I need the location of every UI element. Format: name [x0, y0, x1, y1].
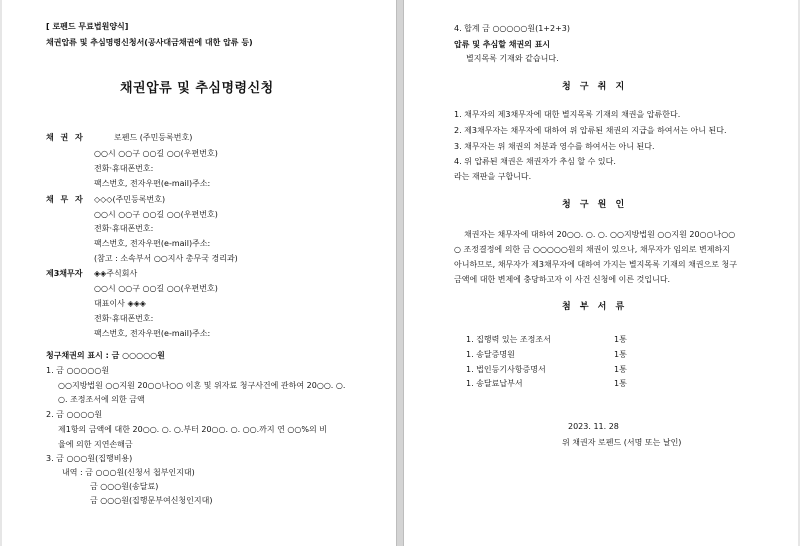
- debtor-name: ◇◇◇(주민등록번호): [94, 195, 166, 204]
- signing-date: 2023. 11. 28: [568, 422, 619, 431]
- third-debtor-address: ○○시 ○○구 ○○길 ○○(우편번호): [94, 284, 218, 293]
- claim-item-2-desc-2: 율에 의한 지연손해금: [58, 440, 133, 449]
- claim-detail-3: 금 ○○○원(집행문부여신청인지대): [90, 496, 213, 505]
- claim-item-1-desc-2: ○. 조정조서에 의한 금액: [58, 395, 145, 404]
- claim-item-2: 2. 금 ○○○○원: [46, 410, 103, 419]
- third-debtor-rep: 대표이사 ◈◈◈: [94, 299, 146, 308]
- third-debtor-name: ◈◈주식회사: [94, 269, 138, 278]
- attachment-2-count: 1통: [614, 350, 627, 359]
- debtor-phone: 전화·휴대폰번호:: [94, 224, 154, 233]
- debtor-label: 채 무 자: [46, 195, 85, 204]
- claim-heading: 청구채권의 표시 : 금 ○○○○○원: [46, 351, 165, 360]
- attachment-2-name: 1. 송달증명원: [466, 350, 515, 359]
- purpose-item-4: 4. 위 압류된 채권은 채권자가 추심 할 수 있다.: [454, 157, 616, 166]
- seize-desc: 별지목록 기재와 같습니다.: [466, 54, 559, 63]
- creditor-phone: 전화·휴대폰번호:: [94, 164, 154, 173]
- cause-line-4: 금액에 대한 변제에 충당하고자 이 사건 신청에 이른 것입니다.: [454, 275, 671, 284]
- claim-item-1: 1. 금 ○○○○○원: [46, 366, 110, 375]
- debtor-fax: 팩스번호, 전자우편(e-mail)주소:: [94, 239, 211, 248]
- cause-line-1: 채권자는 채무자에 대하여 20○○. ○. ○. ○○지방법원 ○○지원 20○○나○○: [464, 230, 736, 239]
- attachment-4-name: 1. 송달료납부서: [466, 379, 523, 388]
- document-page-left: [2, 0, 396, 546]
- claim-item-1-desc-1: ○○지방법원 ○○지원 20○○나○○ 이혼 및 위자료 청구사건에 관하여 20○○. ○.: [58, 381, 346, 390]
- cause-line-2: ○ 조정결정에 의한 금 ○○○○○원의 채권이 있으나, 채무자가 임의로 변제하지: [454, 245, 730, 254]
- claim-item-3: 3. 금 ○○○원(집행비용): [46, 454, 133, 463]
- seize-heading: 압류 및 추심할 채권의 표시: [454, 40, 551, 49]
- third-debtor-fax: 팩스번호, 전자우편(e-mail)주소:: [94, 329, 211, 338]
- claim-item-2-desc-1: 제1항의 금액에 대한 20○○. ○. ○.부터 20○○. ○. ○○.까지 연 ○○%의 비: [58, 425, 327, 434]
- attachment-3-name: 1. 법인등기사항증명서: [466, 365, 546, 374]
- cause-line-3: 아니하므로, 채무자가 제3채무자에 대하여 가지는 별지목록 기재의 채권으로 청구: [454, 260, 737, 269]
- creditor-name: 로펜드 (주민등록번호): [114, 133, 193, 142]
- purpose-item-1: 1. 채무자의 제3채무자에 대한 별지목록 기재의 채권을 압류한다.: [454, 110, 681, 119]
- signature-line: 위 채권자 로펜드 (서명 또는 날인): [562, 438, 682, 447]
- third-debtor-phone: 전화·휴대폰번호:: [94, 314, 154, 323]
- purpose-item-2: 2. 제3채무자는 채무자에 대하여 위 압류된 채권의 지급을 하여서는 아니 된다.: [454, 126, 727, 135]
- attachment-1-count: 1통: [614, 335, 627, 344]
- purpose-closing: 라는 재판을 구합니다.: [454, 172, 532, 181]
- attach-title: 첨 부 서 류: [562, 302, 628, 312]
- document-subtitle: 채권압류 및 추심명령신청서(공사대금채권에 대한 압류 등): [46, 38, 253, 47]
- page-gutter: [396, 0, 404, 546]
- creditor-address: ○○시 ○○구 ○○길 ○○(우편번호): [94, 149, 218, 158]
- purpose-title: 청 구 취 지: [562, 82, 628, 92]
- purpose-item-3: 3. 채무자는 위 채권의 처분과 영수를 하여서는 아니 된다.: [454, 142, 655, 151]
- attachment-1-name: 1. 집행력 있는 조정조서: [466, 335, 551, 344]
- claim-detail-2: 금 ○○○원(송달료): [90, 482, 159, 491]
- claim-total: 4. 합계 금 ○○○○○원(1+2+3): [454, 24, 570, 33]
- attachment-4-count: 1통: [614, 379, 627, 388]
- third-debtor-label: 제3채무자: [46, 269, 83, 278]
- creditor-fax: 팩스번호, 전자우편(e-mail)주소:: [94, 179, 211, 188]
- document-page-right: [404, 0, 798, 546]
- cause-title: 청 구 원 인: [562, 200, 628, 210]
- debtor-note: (참고 : 소속부서 ○○지사 총무국 경리과): [94, 254, 238, 263]
- debtor-address: ○○시 ○○구 ○○길 ○○(우편번호): [94, 210, 218, 219]
- creditor-label: 채 권 자: [46, 133, 85, 142]
- attachment-3-count: 1통: [614, 365, 627, 374]
- form-tag: [ 로펜드 무료법원양식]: [46, 22, 129, 31]
- claim-detail-1: 내역 : 금 ○○○원(신청서 첩부인지대): [62, 468, 195, 477]
- document-title: 채권압류 및 추심명령신청: [120, 81, 274, 96]
